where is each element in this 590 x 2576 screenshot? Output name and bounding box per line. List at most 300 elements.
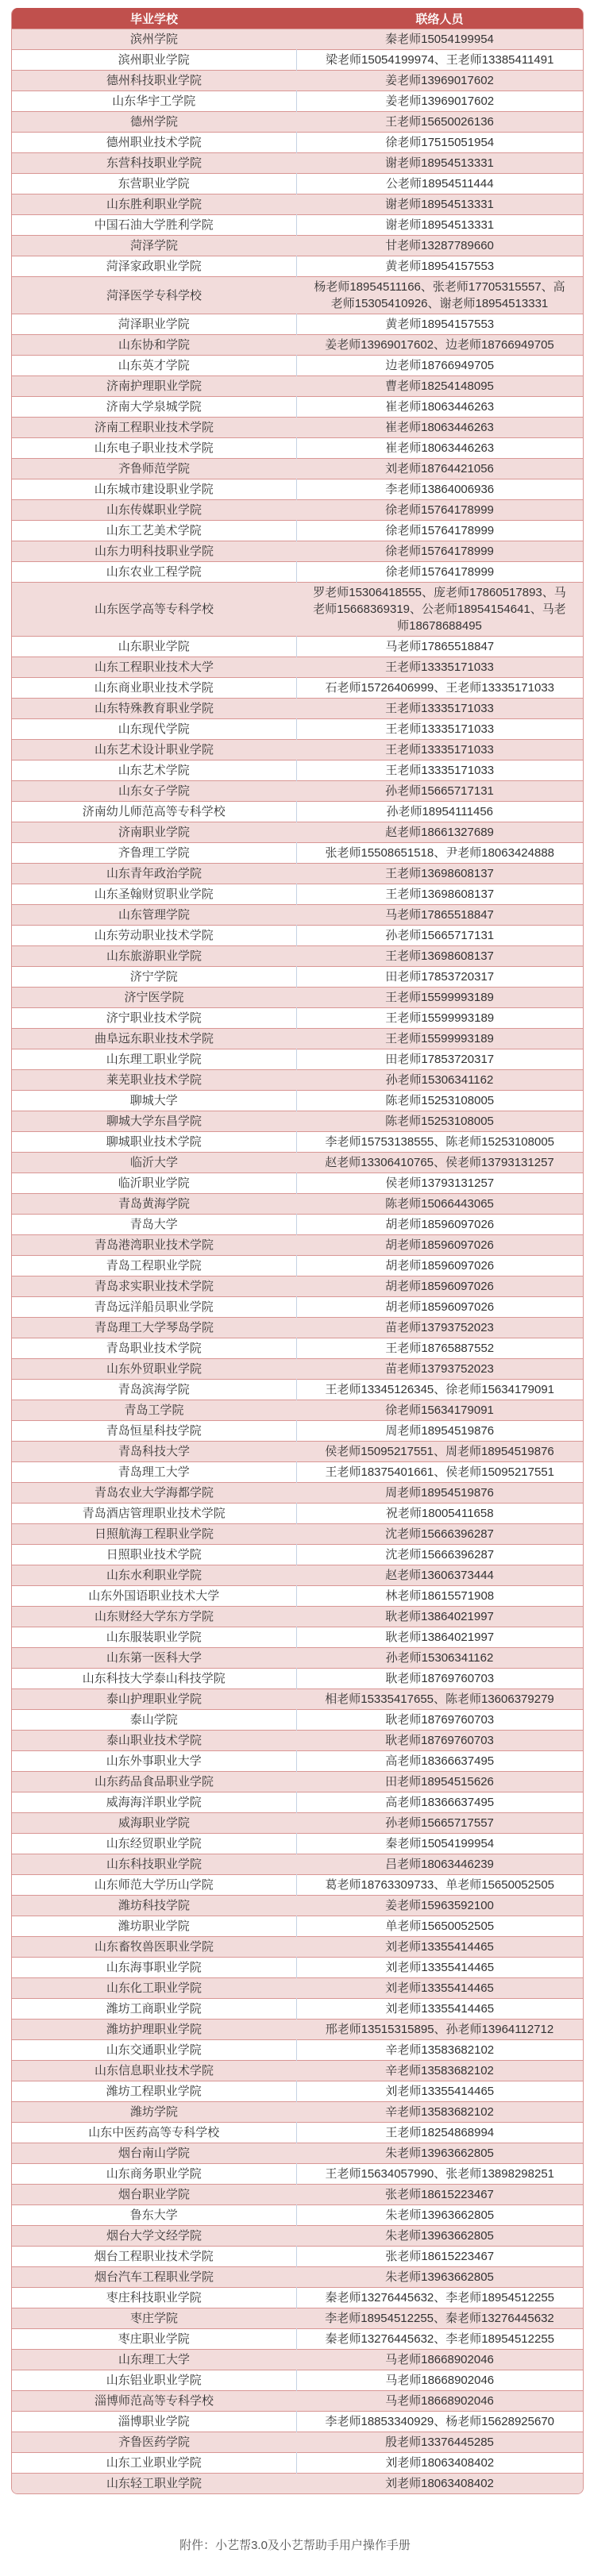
contact-cell: 马老师17865518847 (296, 905, 583, 926)
school-cell: 济宁医学院 (12, 988, 296, 1008)
table-row (12, 2081, 583, 2102)
table-row (12, 2247, 583, 2267)
contact-cell: 刘老师18063408402 (296, 2474, 583, 2494)
contact-cell: 胡老师18596097026 (296, 1215, 583, 1235)
contact-cell: 刘老师13355414465 (296, 2081, 583, 2102)
contact-cell: 王老师13335171033 (296, 699, 583, 719)
table-row (12, 822, 583, 843)
table-row (12, 967, 583, 988)
school-cell: 青岛大学 (12, 1215, 296, 1235)
school-cell: 东营职业学院 (12, 174, 296, 194)
table-row (12, 1813, 583, 1834)
school-cell: 青岛滨海学院 (12, 1380, 296, 1400)
column-header-contact: 联络人员 (296, 8, 583, 29)
contact-cell: 王老师15599993189 (296, 1029, 583, 1049)
school-cell: 滨州学院 (12, 29, 296, 50)
school-cell: 泰山职业技术学院 (12, 1731, 296, 1751)
contact-cell: 甘老师13287789660 (296, 236, 583, 256)
contact-cell: 朱老师13963662805 (296, 2226, 583, 2247)
school-cell: 山东药品食品职业学院 (12, 1772, 296, 1792)
school-cell: 山东第一医科大学 (12, 1648, 296, 1669)
contact-cell: 李老师18853340929、杨老师15628925670 (296, 2412, 583, 2432)
contact-cell: 田老师17853720317 (296, 967, 583, 988)
table-row (12, 2185, 583, 2205)
school-cell: 鲁东大学 (12, 2205, 296, 2226)
contact-cell: 刘老师13355414465 (296, 1958, 583, 1978)
contact-cell: 朱老师13963662805 (296, 2267, 583, 2288)
school-cell: 潍坊学院 (12, 2102, 296, 2123)
table-row (12, 1215, 583, 1235)
school-cell: 青岛求实职业技术学院 (12, 1276, 296, 1297)
contact-cell: 王老师18375401661、侯老师15095217551 (296, 1462, 583, 1483)
school-cell: 山东理工大学 (12, 2350, 296, 2370)
table-row (12, 2329, 583, 2350)
school-cell: 山东旅游职业学院 (12, 946, 296, 967)
contact-cell: 张老师15508651518、尹老师18063424888 (296, 843, 583, 864)
table-row (12, 1854, 583, 1875)
contact-cell: 曹老师18254148095 (296, 376, 583, 397)
table-row (12, 1111, 583, 1132)
table-row (12, 459, 583, 479)
contact-cell: 田老师18954515626 (296, 1772, 583, 1792)
school-cell: 济宁职业技术学院 (12, 1008, 296, 1029)
contact-cell: 刘老师18764421056 (296, 459, 583, 479)
contact-cell: 耿老师18769760703 (296, 1731, 583, 1751)
table-row (12, 1380, 583, 1400)
school-cell: 潍坊护理职业学院 (12, 2020, 296, 2040)
contact-cell: 王老师13335171033 (296, 719, 583, 740)
table-row (12, 2143, 583, 2164)
school-cell: 青岛远洋船员职业学院 (12, 1297, 296, 1318)
school-cell: 泰山护理职业学院 (12, 1689, 296, 1710)
contact-cell: 殷老师13376445285 (296, 2432, 583, 2453)
table-row (12, 699, 583, 719)
table-row (12, 988, 583, 1008)
table-row (12, 1400, 583, 1421)
school-cell: 山东交通职业学院 (12, 2040, 296, 2061)
table-row (12, 1049, 583, 1070)
contact-cell: 崔老师18063446263 (296, 418, 583, 438)
contact-cell: 石老师15726406999、王老师13335171033 (296, 678, 583, 699)
school-cell: 枣庄职业学院 (12, 2329, 296, 2350)
school-cell: 德州职业技术学院 (12, 133, 296, 153)
school-cell: 山东圣翰财贸职业学院 (12, 884, 296, 905)
school-cell: 中国石油大学胜利学院 (12, 215, 296, 236)
table-row (12, 740, 583, 760)
school-cell: 山东化工职业学院 (12, 1978, 296, 1999)
contact-cell: 刘老师13355414465 (296, 1937, 583, 1958)
table-row (12, 1772, 583, 1792)
school-cell: 青岛职业技术学院 (12, 1338, 296, 1359)
contact-cell: 梁老师15054199974、王老师13385411491 (296, 50, 583, 71)
school-cell: 聊城职业技术学院 (12, 1132, 296, 1153)
contact-cell: 孙老师15665717557 (296, 1813, 583, 1834)
school-cell: 淄博师范高等专科学校 (12, 2391, 296, 2412)
school-cell: 德州学院 (12, 112, 296, 133)
contact-cell: 王老师13698608137 (296, 884, 583, 905)
table-row (12, 864, 583, 884)
table-row (12, 174, 583, 194)
table-header-row (12, 8, 583, 29)
contact-cell: 孙老师15665717131 (296, 926, 583, 946)
school-cell: 淄博职业学院 (12, 2412, 296, 2432)
school-cell: 山东现代学院 (12, 719, 296, 740)
table-row (12, 1256, 583, 1276)
contact-cell: 孙老师15665717131 (296, 781, 583, 802)
contact-cell: 胡老师18596097026 (296, 1276, 583, 1297)
school-cell: 山东工程职业技术大学 (12, 657, 296, 678)
contact-cell: 耿老师18769760703 (296, 1710, 583, 1731)
school-cell: 莱芜职业技术学院 (12, 1070, 296, 1091)
table-row (12, 314, 583, 335)
table-row (12, 2350, 583, 2370)
table-row (12, 1091, 583, 1111)
table-row (12, 2102, 583, 2123)
table-row (12, 1586, 583, 1607)
school-cell: 济南护理职业学院 (12, 376, 296, 397)
table-row (12, 1545, 583, 1565)
table-row (12, 1297, 583, 1318)
table-row (12, 29, 583, 50)
school-cell: 潍坊工程职业学院 (12, 2081, 296, 2102)
contact-cell: 秦老师15054199954 (296, 29, 583, 50)
contact-cell: 王老师13345126345、徐老师15634179091 (296, 1380, 583, 1400)
school-cell: 潍坊科技学院 (12, 1896, 296, 1916)
school-cell: 聊城大学 (12, 1091, 296, 1111)
contact-cell: 王老师18254868994 (296, 2123, 583, 2143)
table-row (12, 1958, 583, 1978)
school-cell: 山东管理学院 (12, 905, 296, 926)
contact-cell: 赵老师18661327689 (296, 822, 583, 843)
school-cell: 山东财经大学东方学院 (12, 1607, 296, 1627)
school-cell: 潍坊职业学院 (12, 1916, 296, 1937)
contact-cell: 苗老师13793752023 (296, 1318, 583, 1338)
school-cell: 山东畜牧兽医职业学院 (12, 1937, 296, 1958)
school-cell: 日照职业技术学院 (12, 1545, 296, 1565)
table-row (12, 2205, 583, 2226)
table-row (12, 1896, 583, 1916)
school-cell: 山东师范大学历山学院 (12, 1875, 296, 1896)
school-cell: 青岛工学院 (12, 1400, 296, 1421)
contact-cell: 陈老师15253108005 (296, 1091, 583, 1111)
school-cell: 菏泽家政职业学院 (12, 256, 296, 277)
contact-cell: 孙老师18954111456 (296, 802, 583, 822)
table-row (12, 153, 583, 174)
school-cell: 山东华宇工学院 (12, 91, 296, 112)
contact-cell: 赵老师13606373444 (296, 1565, 583, 1586)
table-row (12, 946, 583, 967)
contact-cell: 高老师18366637495 (296, 1751, 583, 1772)
school-cell: 齐鲁理工学院 (12, 843, 296, 864)
table-row (12, 802, 583, 822)
contact-cell: 秦老师15054199954 (296, 1834, 583, 1854)
table-row (12, 236, 583, 256)
table-row (12, 356, 583, 376)
contact-cell: 朱老师13963662805 (296, 2143, 583, 2164)
school-cell: 烟台工程职业技术学院 (12, 2247, 296, 2267)
table-row (12, 1442, 583, 1462)
school-cell: 山东职业学院 (12, 637, 296, 657)
school-cell: 济南职业学院 (12, 822, 296, 843)
table-row (12, 1731, 583, 1751)
table-row (12, 541, 583, 562)
contact-cell: 胡老师18596097026 (296, 1235, 583, 1256)
contact-cell: 王老师13335171033 (296, 740, 583, 760)
school-cell: 菏泽医学专科学校 (12, 277, 296, 314)
table-row (12, 1421, 583, 1442)
table-row (12, 521, 583, 541)
school-cell: 青岛港湾职业技术学院 (12, 1235, 296, 1256)
contact-cell: 谢老师18954513331 (296, 153, 583, 174)
table-row (12, 843, 583, 864)
table-row (12, 2432, 583, 2453)
table-row (12, 133, 583, 153)
school-cell: 青岛恒星科技学院 (12, 1421, 296, 1442)
table-row (12, 438, 583, 459)
table-row (12, 1565, 583, 1586)
contact-cell: 秦老师13276445632、李老师18954512255 (296, 2288, 583, 2308)
table-row (12, 1792, 583, 1813)
school-cell: 烟台大学文经学院 (12, 2226, 296, 2247)
contact-table (11, 8, 584, 2494)
contact-cell: 王老师15650026136 (296, 112, 583, 133)
column-header-school: 毕业学校 (12, 8, 296, 29)
table-row (12, 376, 583, 397)
school-cell: 山东协和学院 (12, 335, 296, 356)
school-cell: 青岛理工大学琴岛学院 (12, 1318, 296, 1338)
table-row (12, 1235, 583, 1256)
school-cell: 青岛工程职业学院 (12, 1256, 296, 1276)
table-row (12, 1359, 583, 1380)
table-row (12, 2412, 583, 2432)
contact-cell: 苗老师13793752023 (296, 1359, 583, 1380)
school-cell: 临沂职业学院 (12, 1173, 296, 1194)
contact-cell: 相老师15335417655、陈老师13606379279 (296, 1689, 583, 1710)
school-cell: 潍坊工商职业学院 (12, 1999, 296, 2020)
contact-cell: 姜老师15963592100 (296, 1896, 583, 1916)
contact-cell: 马老师18668902046 (296, 2350, 583, 2370)
school-cell: 齐鲁医药学院 (12, 2432, 296, 2453)
contact-cell: 马老师17865518847 (296, 637, 583, 657)
attachment-link[interactable]: 附件：小艺帮3.0及小艺帮助手用户操作手册 (179, 2539, 411, 2552)
table-row (12, 1916, 583, 1937)
table-row (12, 1132, 583, 1153)
school-cell: 山东服装职业学院 (12, 1627, 296, 1648)
school-cell: 山东外国语职业技术大学 (12, 1586, 296, 1607)
contact-cell: 谢老师18954513331 (296, 215, 583, 236)
contact-cell: 崔老师18063446263 (296, 438, 583, 459)
table-row (12, 2370, 583, 2391)
table-row (12, 1276, 583, 1297)
contact-cell: 刘老师13355414465 (296, 1978, 583, 1999)
table-row (12, 1524, 583, 1545)
table-row (12, 905, 583, 926)
table-row (12, 1504, 583, 1524)
table-row (12, 1008, 583, 1029)
table-row (12, 1153, 583, 1173)
school-cell: 山东工艺美术学院 (12, 521, 296, 541)
contact-cell: 徐老师15764178999 (296, 521, 583, 541)
school-cell: 山东青年政治学院 (12, 864, 296, 884)
school-cell: 山东女子学院 (12, 781, 296, 802)
contact-cell: 胡老师18596097026 (296, 1256, 583, 1276)
contact-cell: 单老师15650052505 (296, 1916, 583, 1937)
table-row (12, 2308, 583, 2329)
table-row (12, 2020, 583, 2040)
table-row (12, 91, 583, 112)
table-row (12, 2288, 583, 2308)
school-cell: 山东铝业职业学院 (12, 2370, 296, 2391)
contact-cell: 公老师18954511444 (296, 174, 583, 194)
contact-cell: 谢老师18954513331 (296, 194, 583, 215)
school-cell: 烟台职业学院 (12, 2185, 296, 2205)
table-row (12, 500, 583, 521)
contact-cell: 耿老师13864021997 (296, 1627, 583, 1648)
school-cell: 山东水利职业学院 (12, 1565, 296, 1586)
school-cell: 山东力明科技职业学院 (12, 541, 296, 562)
contact-cell: 陈老师15253108005 (296, 1111, 583, 1132)
school-cell: 山东信息职业技术学院 (12, 2061, 296, 2081)
contact-cell: 王老师13335171033 (296, 760, 583, 781)
school-cell: 聊城大学东昌学院 (12, 1111, 296, 1132)
contact-cell: 周老师18954519876 (296, 1483, 583, 1504)
contact-cell: 侯老师15095217551、周老师18954519876 (296, 1442, 583, 1462)
table-row (12, 1173, 583, 1194)
school-cell: 济南工程职业技术学院 (12, 418, 296, 438)
school-cell: 山东外事职业大学 (12, 1751, 296, 1772)
school-cell: 山东劳动职业技术学院 (12, 926, 296, 946)
school-cell: 临沂大学 (12, 1153, 296, 1173)
school-cell: 烟台南山学院 (12, 2143, 296, 2164)
contact-cell: 高老师18366637495 (296, 1792, 583, 1813)
contact-cell: 姜老师13969017602、边老师18766949705 (296, 335, 583, 356)
school-cell: 山东艺术设计职业学院 (12, 740, 296, 760)
contact-cell: 辛老师13583682102 (296, 2061, 583, 2081)
contact-cell: 徐老师15634179091 (296, 1400, 583, 1421)
table-row (12, 2123, 583, 2143)
contact-cell: 马老师18668902046 (296, 2391, 583, 2412)
school-cell: 山东英才学院 (12, 356, 296, 376)
school-cell: 山东农业工程学院 (12, 562, 296, 583)
contact-cell: 崔老师18063446263 (296, 397, 583, 418)
table-row (12, 1689, 583, 1710)
contact-cell: 沈老师15666396287 (296, 1545, 583, 1565)
contact-cell: 侯老师13793131257 (296, 1173, 583, 1194)
table-row (12, 335, 583, 356)
school-cell: 青岛酒店管理职业技术学院 (12, 1504, 296, 1524)
table-row (12, 256, 583, 277)
contact-cell: 秦老师13276445632、李老师18954512255 (296, 2329, 583, 2350)
contact-cell: 姜老师13969017602 (296, 91, 583, 112)
table-row (12, 1338, 583, 1359)
school-cell: 威海海洋职业学院 (12, 1792, 296, 1813)
contact-cell: 徐老师15764178999 (296, 500, 583, 521)
contact-cell: 张老师18615223467 (296, 2185, 583, 2205)
table-row (12, 926, 583, 946)
table-row (12, 1999, 583, 2020)
table-row (12, 50, 583, 71)
table-row (12, 1710, 583, 1731)
table-row (12, 1875, 583, 1896)
contact-cell: 辛老师13583682102 (296, 2102, 583, 2123)
table-row (12, 418, 583, 438)
table-row (12, 1978, 583, 1999)
contact-cell: 陈老师15066443065 (296, 1194, 583, 1215)
school-cell: 山东特殊教育职业学院 (12, 699, 296, 719)
table-row (12, 637, 583, 657)
contact-cell: 徐老师15764178999 (296, 562, 583, 583)
contact-cell: 祝老师18005411658 (296, 1504, 583, 1524)
table-row (12, 1483, 583, 1504)
school-cell: 山东工业职业学院 (12, 2453, 296, 2474)
contact-cell: 林老师18615571908 (296, 1586, 583, 1607)
table-row (12, 397, 583, 418)
school-cell: 青岛理工大学 (12, 1462, 296, 1483)
school-cell: 枣庄科技职业学院 (12, 2288, 296, 2308)
table-row (12, 2061, 583, 2081)
contact-cell: 胡老师18596097026 (296, 1297, 583, 1318)
table-row (12, 2474, 583, 2494)
contact-cell: 姜老师13969017602 (296, 71, 583, 91)
school-cell: 山东胜利职业学院 (12, 194, 296, 215)
table-row (12, 71, 583, 91)
contact-cell: 孙老师15306341162 (296, 1070, 583, 1091)
school-cell: 山东海事职业学院 (12, 1958, 296, 1978)
table-row (12, 1627, 583, 1648)
school-cell: 曲阜远东职业技术学院 (12, 1029, 296, 1049)
contact-cell: 徐老师17515051954 (296, 133, 583, 153)
contact-cell: 李老师15753138555、陈老师15253108005 (296, 1132, 583, 1153)
contact-cell: 耿老师13864021997 (296, 1607, 583, 1627)
school-cell: 济南大学泉城学院 (12, 397, 296, 418)
table-row (12, 2040, 583, 2061)
table-row (12, 678, 583, 699)
contact-cell: 辛老师13583682102 (296, 2040, 583, 2061)
table-row (12, 657, 583, 678)
table-row (12, 1029, 583, 1049)
contact-cell: 朱老师13963662805 (296, 2205, 583, 2226)
contact-cell: 王老师13335171033 (296, 657, 583, 678)
table-row (12, 277, 583, 314)
contact-cell: 孙老师15306341162 (296, 1648, 583, 1669)
school-cell: 山东经贸职业学院 (12, 1834, 296, 1854)
table-row (12, 1070, 583, 1091)
contact-cell: 邢老师13515315895、孙老师13964112712 (296, 2020, 583, 2040)
table-row (12, 1462, 583, 1483)
table-row (12, 2164, 583, 2185)
school-cell: 枣庄学院 (12, 2308, 296, 2329)
contact-cell: 王老师15599993189 (296, 1008, 583, 1029)
table-row (12, 1751, 583, 1772)
table-row (12, 781, 583, 802)
contact-cell: 马老师18668902046 (296, 2370, 583, 2391)
school-cell: 威海职业学院 (12, 1813, 296, 1834)
contact-cell: 王老师15634057990、张老师13898298251 (296, 2164, 583, 2185)
table-row (12, 2267, 583, 2288)
table-row (12, 583, 583, 637)
table-row (12, 112, 583, 133)
school-cell: 山东艺术学院 (12, 760, 296, 781)
contact-cell: 张老师18615223467 (296, 2247, 583, 2267)
contact-cell: 王老师15599993189 (296, 988, 583, 1008)
contact-cell: 王老师13698608137 (296, 946, 583, 967)
table-row (12, 2391, 583, 2412)
contact-cell: 刘老师13355414465 (296, 1999, 583, 2020)
school-cell: 山东医学高等专科学校 (12, 583, 296, 637)
school-cell: 山东科技大学泰山科技学院 (12, 1669, 296, 1689)
school-cell: 东营科技职业学院 (12, 153, 296, 174)
table-row (12, 215, 583, 236)
